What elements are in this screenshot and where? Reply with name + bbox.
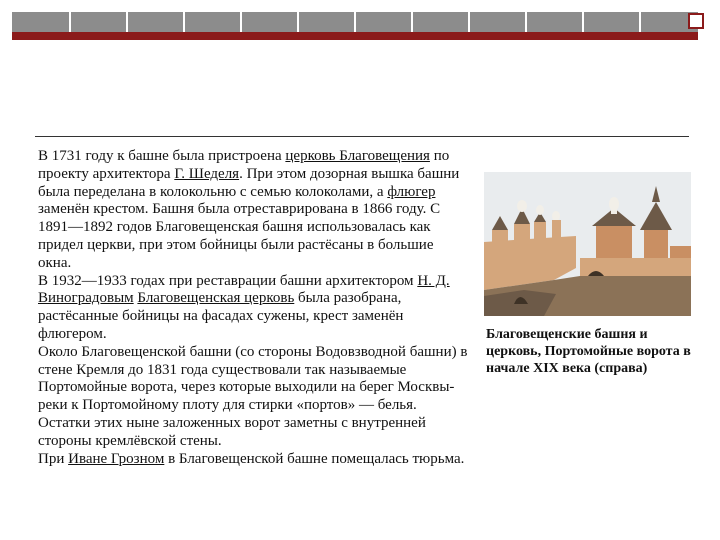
paragraph — [38, 344, 468, 451]
inline-link[interactable]: флюгер — [387, 183, 436, 200]
text-run: В 1731 году к башне была пристроена — [38, 148, 286, 164]
band-separator — [354, 12, 356, 32]
band-separator — [126, 12, 128, 32]
inline-link[interactable]: Г. Шеделя — [174, 165, 240, 182]
band-separator — [297, 12, 299, 32]
text-run: При — [38, 450, 69, 467]
inline-link[interactable]: Иване Грозном — [68, 450, 165, 467]
band-separator — [183, 12, 185, 32]
text-run: в Благовещенской башне помещалась тюрьма. — [164, 450, 465, 467]
picture-caption: Благовещенские башня и церковь, Портомойные ворота в начале XIX века (справа) — [486, 327, 691, 376]
band-separator — [240, 12, 242, 32]
text-run: заменён крестом. Башня была отреставрирована в 1866 году. С 1891—1892 годов Благовещенская башня использовалась как придел церкви, при этом бойницы были растёсаны в большие окна. — [38, 201, 441, 271]
corner-square-icon — [688, 13, 704, 29]
kremlin-painting-svg — [484, 172, 691, 316]
band-separator — [69, 12, 71, 32]
top-decor-band — [12, 12, 698, 40]
divider-rule — [35, 136, 689, 137]
kremlin-painting — [484, 172, 691, 316]
band-separator — [582, 12, 584, 32]
band-separator — [468, 12, 470, 32]
inline-link[interactable]: церковь Благовещения — [285, 148, 430, 164]
text-run: Около Благовещенской башни (со стороны Водовзводной башни) в стене Кремля до 1831 года существовали так называемые Портомойные ворота, через которые выходили на берег Москвы-реки к Портомойному плоту для стирки «портов» — белья. Остатки этих ныне заложенных ворот заметны с внутренней стороны кремлёвской стены. — [38, 343, 468, 449]
text-run: была разобрана, растёсанные бойницы на фасадах сужены, крест заменён флюгером. — [38, 290, 404, 342]
paragraph — [38, 273, 468, 344]
top-band-red — [12, 32, 698, 40]
inline-link[interactable]: Благовещенская церковь — [137, 290, 295, 307]
band-separator — [639, 12, 641, 32]
text-run: В 1932—1933 годах при реставрации башни архитектором — [38, 272, 418, 289]
band-separator — [525, 12, 527, 32]
text-run: . При этом дозорная вышка башни была переделана в колокольню с семью колоколами, а — [38, 165, 460, 200]
text-run: по проекту архитектора — [38, 148, 450, 182]
inline-link[interactable]: Н. Д. Виноградовым — [38, 272, 450, 307]
paragraph — [38, 148, 468, 273]
paragraph — [38, 451, 468, 469]
body-text — [38, 148, 468, 468]
band-separator — [411, 12, 413, 32]
